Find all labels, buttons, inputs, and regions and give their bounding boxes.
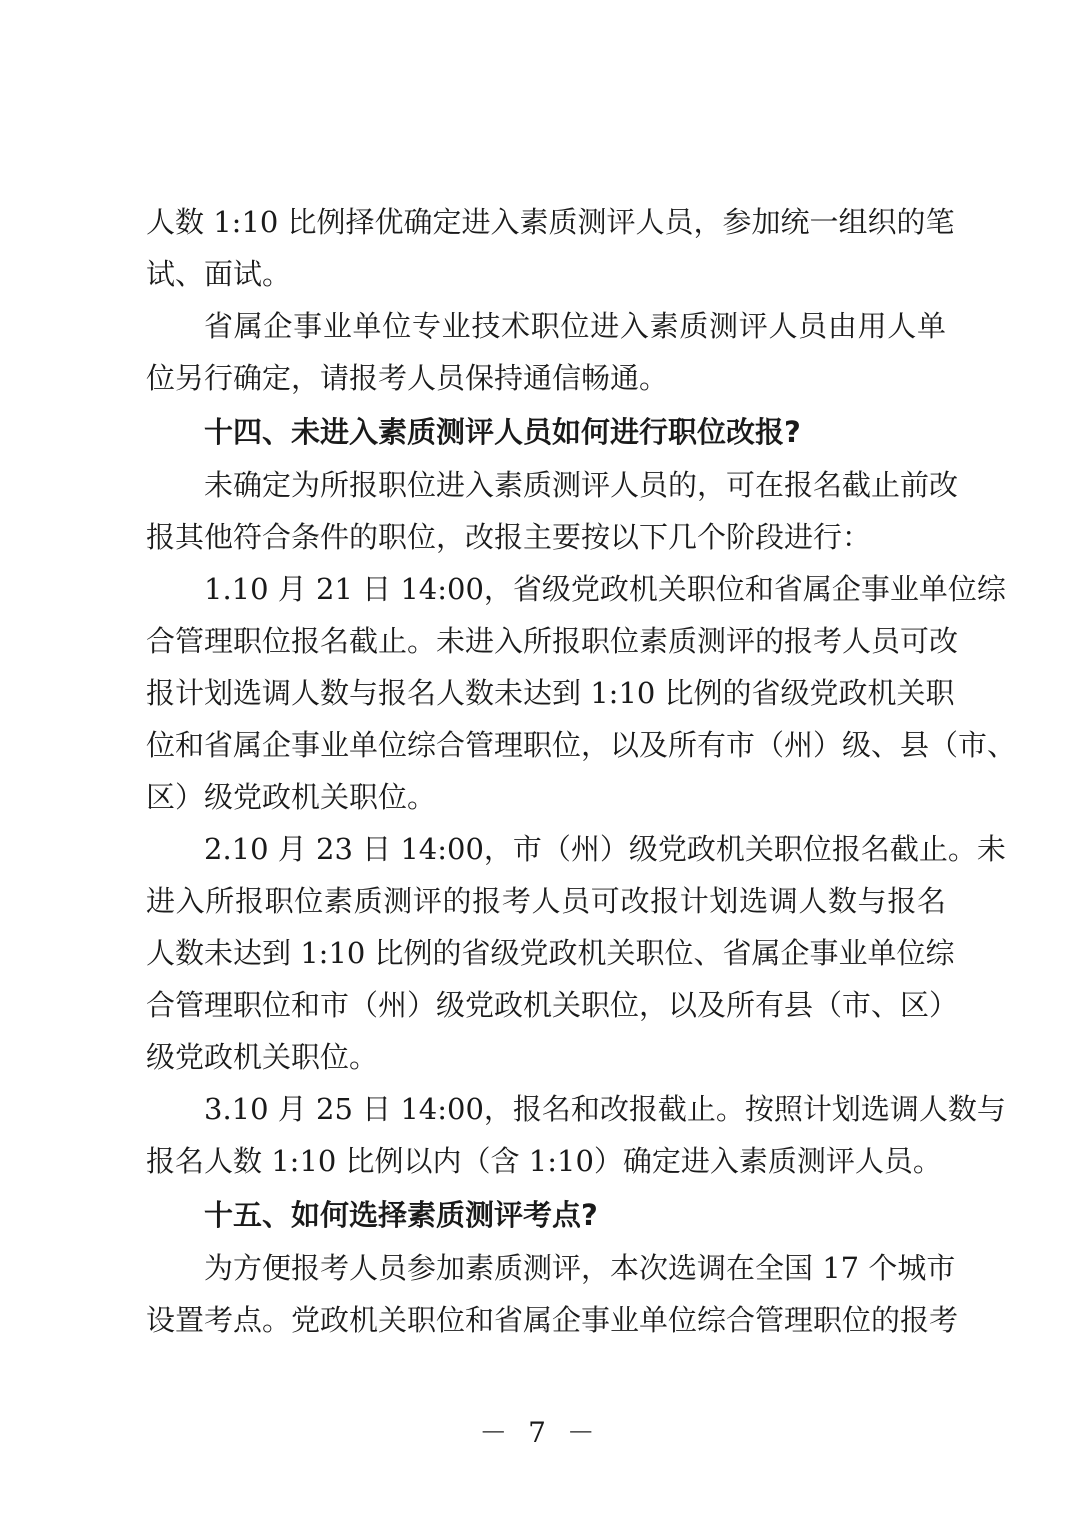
paragraph-line: 报其他符合条件的职位，改报主要按以下几个阶段进行：	[146, 520, 872, 554]
paragraph-line: 未确定为所报职位进入素质测评人员的，可在报名截止前改	[204, 468, 959, 502]
paragraph-line: 位另行确定，请报考人员保持通信畅通。	[146, 361, 669, 395]
paragraph-line: 位和省属企事业单位综合管理职位，以及所有市（州）级、县（市、	[146, 728, 1017, 762]
page-number: － 7 －	[479, 1416, 601, 1449]
paragraph-line: 试、面试。	[146, 257, 292, 291]
paragraph-line: 1.10 月 21 日 14:00，省级党政机关职位和省属企事业单位综	[204, 572, 1006, 606]
paragraph-line: 设置考点。党政机关职位和省属企事业单位综合管理职位的报考	[146, 1303, 959, 1337]
paragraph-line: 人数 1:10 比例择优确定进入素质测评人员，参加统一组织的笔	[146, 205, 955, 239]
paragraph-line: 合管理职位和市（州）级党政机关职位，以及所有县（市、区）	[146, 988, 959, 1022]
paragraph-line: 报计划选调人数与报名人数未达到 1:10 比例的省级党政机关职	[146, 676, 955, 710]
paragraph-line: 省属企事业单位专业技术职位进入素质测评人员由用人单	[204, 309, 946, 343]
paragraph-line: 合管理职位报名截止。未进入所报职位素质测评的报考人员可改	[146, 624, 959, 658]
section-heading: 十四、未进入素质测评人员如何进行职位改报?	[204, 415, 801, 449]
paragraph-line: 3.10 月 25 日 14:00，报名和改报截止。按照计划选调人数与	[204, 1092, 1006, 1126]
paragraph-line: 报名人数 1:10 比例以内（含 1:10）确定进入素质测评人员。	[146, 1144, 942, 1178]
paragraph-line: 为方便报考人员参加素质测评，本次选调在全国 17 个城市	[204, 1251, 956, 1285]
paragraph-line: 区）级党政机关职位。	[146, 780, 437, 814]
paragraph-line: 级党政机关职位。	[146, 1040, 379, 1074]
paragraph-line: 人数未达到 1:10 比例的省级党政机关职位、省属企事业单位综	[146, 936, 955, 970]
section-heading: 十五、如何选择素质测评考点?	[204, 1198, 598, 1232]
paragraph-line: 2.10 月 23 日 14:00，市（州）级党政机关职位报名截止。未	[204, 832, 1006, 866]
paragraph-line: 进入所报职位素质测评的报考人员可改报计划选调人数与报名	[146, 884, 946, 918]
